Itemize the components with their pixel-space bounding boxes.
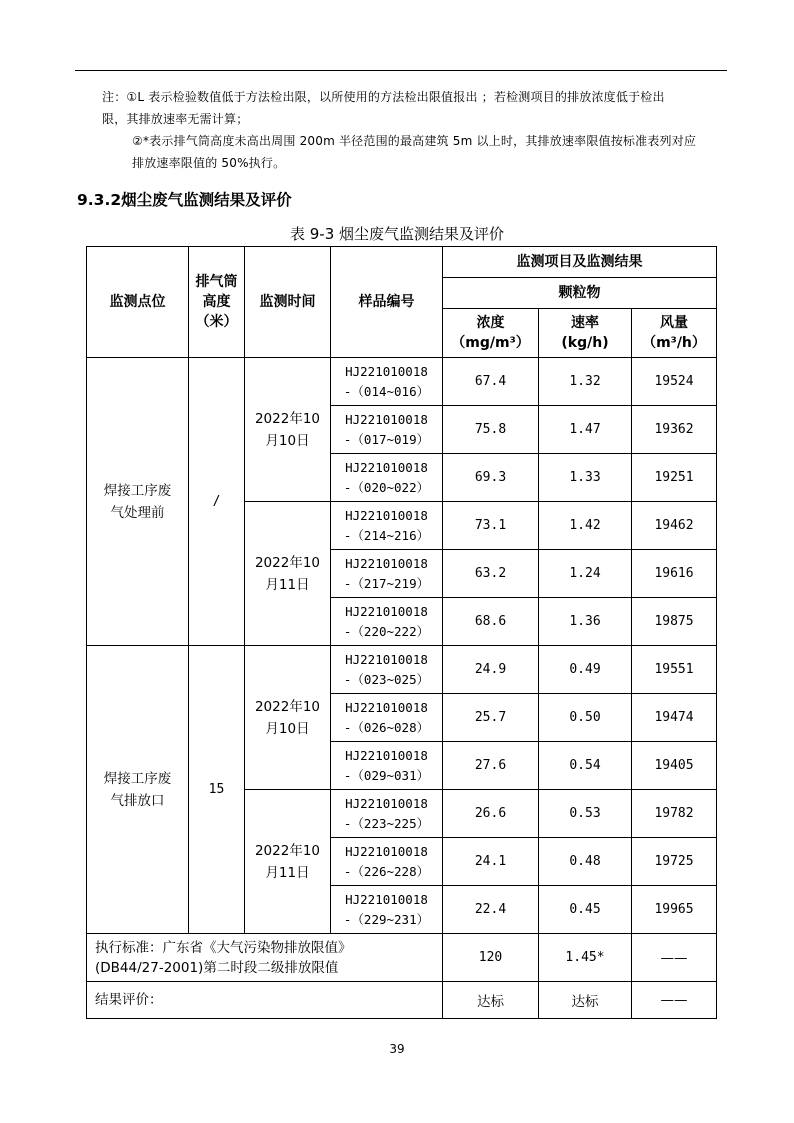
sample-id [331, 406, 443, 454]
rate-value: 1.32 [539, 358, 632, 406]
note-line-2: 限，其排放速率无需计算； [102, 112, 249, 126]
conc-value: 69.3 [443, 454, 539, 502]
sample-id [331, 838, 443, 886]
header-flow [632, 309, 717, 358]
sample-id-code: HJ221010018 [345, 507, 428, 523]
table-row [87, 358, 717, 406]
standard-flow: —— [632, 934, 717, 982]
flow-value: 19875 [632, 598, 717, 646]
sample-id [331, 790, 443, 838]
header-point: 监测点位 [87, 247, 189, 358]
sample-id-range: -（220~222） [343, 623, 430, 639]
header-pollutant: 颗粒物 [443, 278, 717, 309]
stack-height: 15 [189, 646, 245, 934]
sample-id [331, 598, 443, 646]
standard-row [87, 934, 717, 982]
flow-value: 19474 [632, 694, 717, 742]
rate-value: 0.48 [539, 838, 632, 886]
flow-value: 19782 [632, 790, 717, 838]
sample-id-code: HJ221010018 [345, 699, 428, 715]
sample-id-range: -（023~025） [343, 671, 430, 687]
sample-id-code: HJ221010018 [345, 459, 428, 475]
result-flow: —— [632, 982, 717, 1019]
sample-id-range: -（226~228） [343, 863, 430, 879]
sample-id [331, 358, 443, 406]
conc-value: 63.2 [443, 550, 539, 598]
header-rate-label: 速率 [571, 315, 599, 331]
note-line-4: 排放速率限值的 50%执行。 [132, 156, 286, 170]
sample-id-code: HJ221010018 [345, 843, 428, 859]
rate-value: 0.49 [539, 646, 632, 694]
header-time: 监测时间 [245, 247, 331, 358]
conc-value: 26.6 [443, 790, 539, 838]
monitoring-date [245, 790, 331, 934]
flow-value: 19462 [632, 502, 717, 550]
sample-id-code: HJ221010018 [345, 795, 428, 811]
header-sample: 样品编号 [331, 247, 443, 358]
header-conc-unit: （mg/m³） [451, 335, 530, 351]
sample-id-range: -（214~216） [343, 527, 430, 543]
table-caption: 表 9-3 烟尘废气监测结果及评价 [289, 225, 505, 243]
header-height [189, 247, 245, 358]
header-flow-unit: （m³/h） [642, 335, 706, 351]
monitoring-date [245, 502, 331, 646]
monitoring-date-label: 2022年10月10日 [254, 698, 321, 737]
rate-value: 1.42 [539, 502, 632, 550]
monitoring-date-label: 2022年10月11日 [254, 842, 321, 881]
flow-value: 19965 [632, 886, 717, 934]
standard-label-line-2: (DB44/27-2001)第二时段二级排放限值 [95, 959, 339, 976]
flow-value: 19725 [632, 838, 717, 886]
sample-id [331, 694, 443, 742]
rate-value: 1.33 [539, 454, 632, 502]
sample-id-range: -（029~031） [343, 767, 430, 783]
sample-id [331, 502, 443, 550]
monitoring-point-label: 焊接工序废气处理前 [103, 482, 172, 521]
result-row [87, 982, 717, 1019]
monitoring-date-label: 2022年10月10日 [254, 410, 321, 449]
sample-id [331, 886, 443, 934]
sample-id-range: -（229~231） [343, 911, 430, 927]
rate-value: 1.36 [539, 598, 632, 646]
flow-value: 19362 [632, 406, 717, 454]
sample-id-range: -（014~016） [343, 383, 430, 399]
header-flow-label: 风量 [660, 315, 688, 331]
standard-conc: 120 [443, 934, 539, 982]
header-conc [443, 309, 539, 358]
sample-id-code: HJ221010018 [345, 651, 428, 667]
standard-label-line-1: 执行标准：广东省《大气污染物排放限值》 [95, 939, 352, 956]
flow-value: 19551 [632, 646, 717, 694]
sample-id-range: -（223~225） [343, 815, 430, 831]
sample-id-range: -（020~022） [343, 479, 430, 495]
sample-id-range: -（017~019） [343, 431, 430, 447]
result-label: 结果评价： [87, 982, 443, 1019]
rate-value: 0.53 [539, 790, 632, 838]
conc-value: 22.4 [443, 886, 539, 934]
monitoring-point [87, 358, 189, 646]
rate-value: 0.54 [539, 742, 632, 790]
rate-value: 0.50 [539, 694, 632, 742]
sample-id [331, 550, 443, 598]
monitoring-date [245, 646, 331, 790]
monitoring-date [245, 358, 331, 502]
monitoring-date-label: 2022年10月11日 [254, 554, 321, 593]
rate-value: 1.24 [539, 550, 632, 598]
conc-value: 25.7 [443, 694, 539, 742]
flow-value: 19405 [632, 742, 717, 790]
rate-value: 1.47 [539, 406, 632, 454]
conc-value: 67.4 [443, 358, 539, 406]
sample-id [331, 742, 443, 790]
sample-id-code: HJ221010018 [345, 411, 428, 427]
header-rule [75, 70, 727, 71]
standard-rate: 1.45* [539, 934, 632, 982]
sample-id [331, 454, 443, 502]
table-row [87, 646, 717, 694]
sample-id-code: HJ221010018 [345, 363, 428, 379]
header-rate-unit: (kg/h) [561, 335, 609, 351]
note-line-3: ②*表示排气筒高度未高出周围 200m 半径范围的最高建筑 5m 以上时，其排放速率限值按标准表列对应 [132, 134, 697, 148]
stack-height: / [189, 358, 245, 646]
standard-label [87, 934, 443, 982]
monitoring-point [87, 646, 189, 934]
sample-id [331, 646, 443, 694]
sample-id-code: HJ221010018 [345, 603, 428, 619]
flow-value: 19616 [632, 550, 717, 598]
conc-value: 24.1 [443, 838, 539, 886]
conc-value: 73.1 [443, 502, 539, 550]
sample-id-range: -（217~219） [343, 575, 430, 591]
header-rate [539, 309, 632, 358]
rate-value: 0.45 [539, 886, 632, 934]
sample-id-range: -（026~028） [343, 719, 430, 735]
sample-id-code: HJ221010018 [345, 555, 428, 571]
flow-value: 19524 [632, 358, 717, 406]
conc-value: 27.6 [443, 742, 539, 790]
flow-value: 19251 [632, 454, 717, 502]
result-rate: 达标 [539, 982, 632, 1019]
conc-value: 68.6 [443, 598, 539, 646]
note-line-1: 注：①L 表示检验数值低于方法检出限，以所使用的方法检出限值报出 ；若检测项目的排放浓度低于检出 [102, 90, 665, 104]
result-conc: 达标 [443, 982, 539, 1019]
conc-value: 75.8 [443, 406, 539, 454]
sample-id-code: HJ221010018 [345, 891, 428, 907]
notes [102, 86, 727, 174]
header-conc-label: 浓度 [476, 315, 505, 331]
monitoring-point-label: 焊接工序废气排放口 [103, 770, 172, 809]
monitoring-table [86, 246, 717, 1019]
header-height-label: 排气筒高度（米） [195, 274, 238, 330]
page-number: 39 [389, 1042, 405, 1056]
sample-id-code: HJ221010018 [345, 747, 428, 763]
section-title: 9.3.2烟尘废气监测结果及评价 [77, 191, 292, 209]
conc-value: 24.9 [443, 646, 539, 694]
header-items: 监测项目及监测结果 [443, 247, 717, 278]
